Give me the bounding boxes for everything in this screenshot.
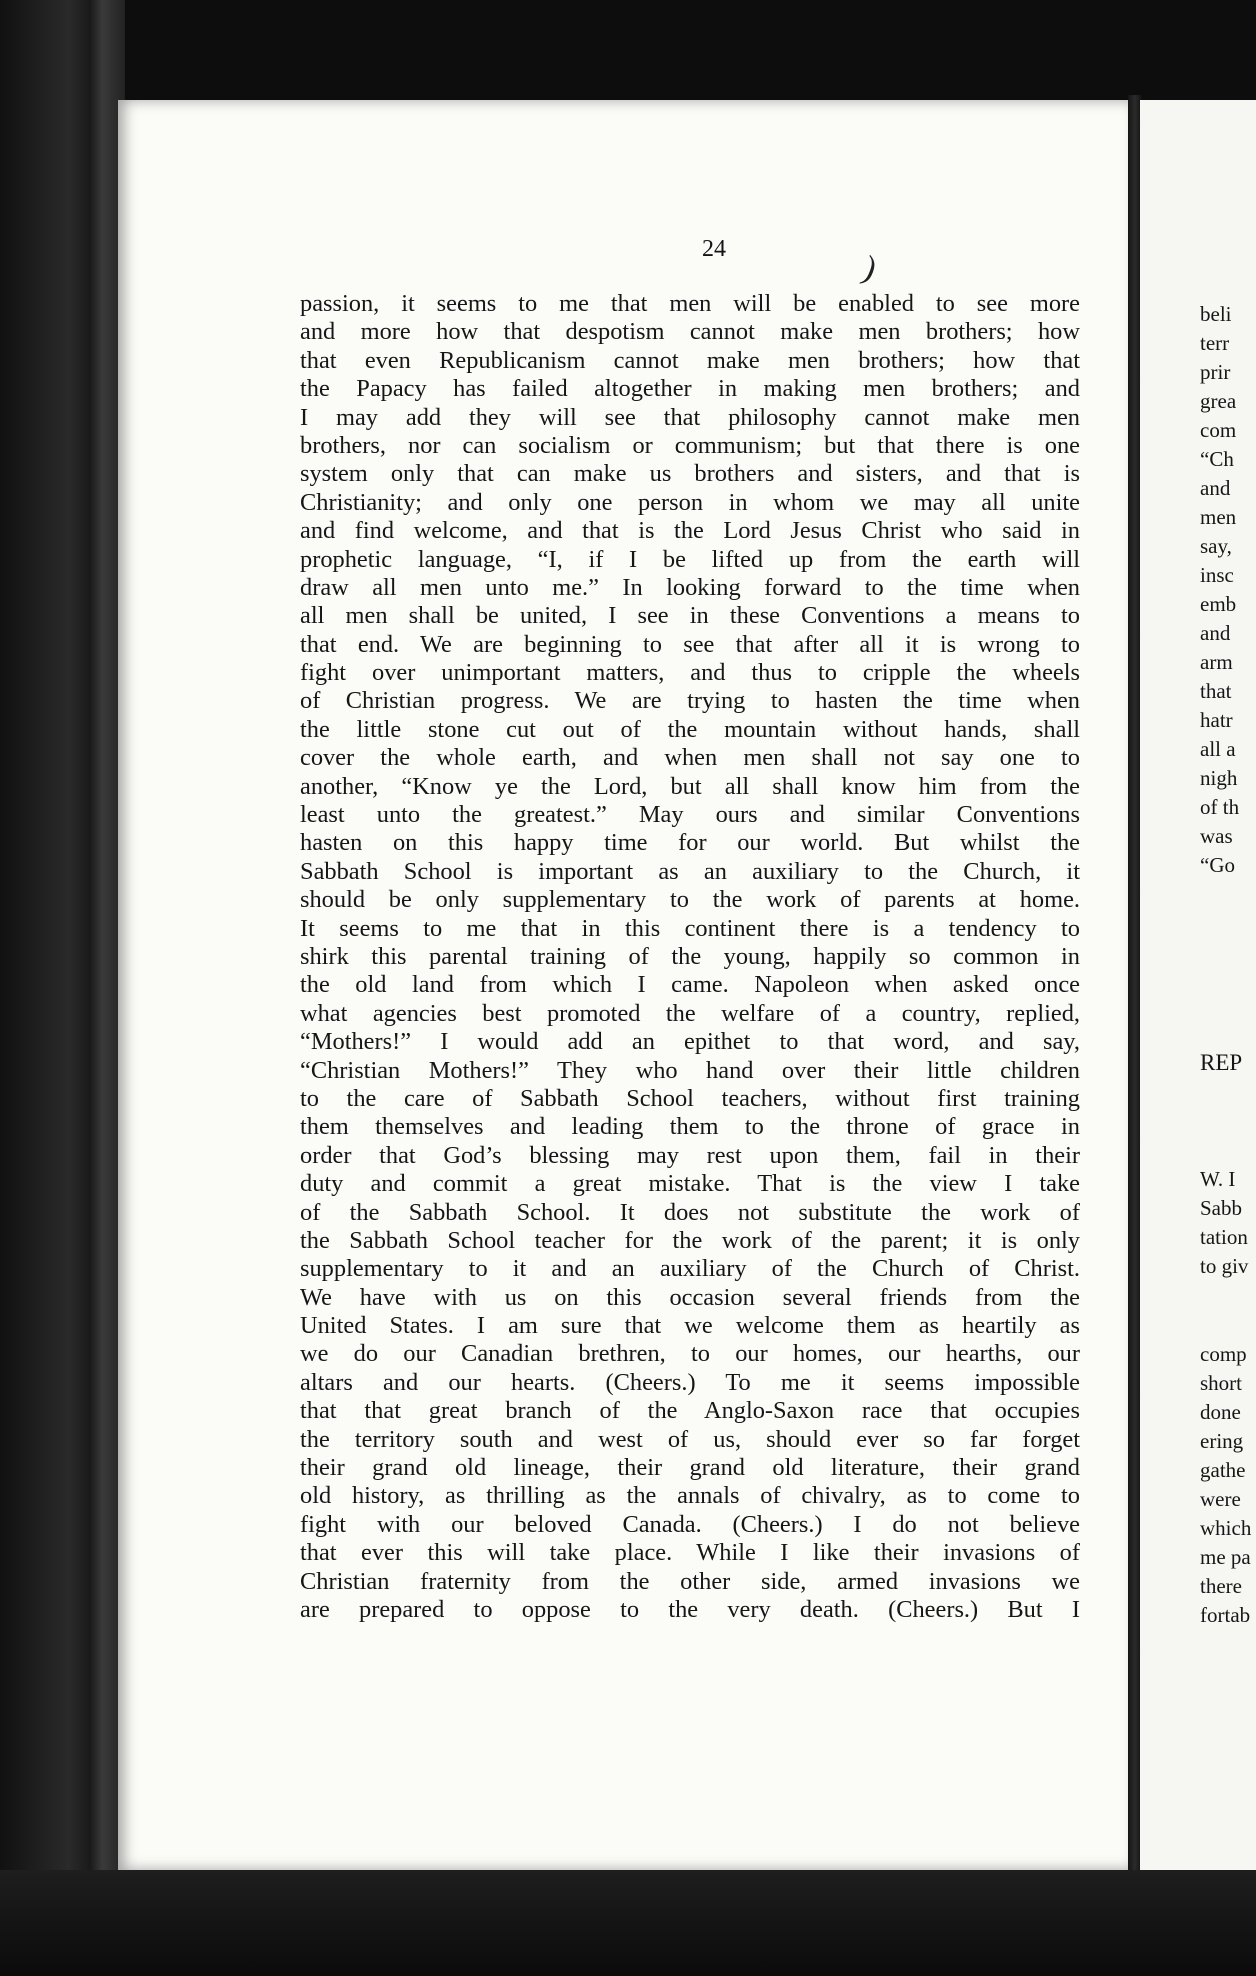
text-line: supplementary to it and an auxiliary of the Church of Christ. xyxy=(300,1255,1080,1283)
text-line: hasten on this happy time for our world. But whilst the xyxy=(300,829,1080,857)
facing-page-fragment: to giv xyxy=(1200,1254,1249,1278)
text-line: cover the whole earth, and when men shall not say one to xyxy=(300,744,1080,772)
text-line: I may add they will see that philosophy cannot make men xyxy=(300,403,1080,431)
facing-page-heading xyxy=(1200,1048,1256,1077)
facing-page-fragment: were xyxy=(1200,1487,1241,1511)
text-line: and find welcome, and that is the Lord Jesus Christ who said in xyxy=(300,517,1080,545)
text-line: “Mothers!” I would add an epithet to that word, and say, xyxy=(300,1028,1080,1056)
facing-page-fragment: terr xyxy=(1200,331,1230,355)
text-line: that even Republicanism cannot make men brothers; how that xyxy=(300,346,1080,374)
facing-page-text-middle xyxy=(1200,1165,1256,1281)
text-line: old history, as thrilling as the annals of chivalry, as to come to xyxy=(300,1482,1080,1510)
facing-page-fragment: and xyxy=(1200,621,1231,645)
facing-page-fragment: ering xyxy=(1200,1429,1244,1453)
text-line: are prepared to oppose to the very death. (Cheers.) But I xyxy=(300,1595,1080,1623)
text-line: the Sabbath School teacher for the work of the parent; it is only xyxy=(300,1226,1080,1254)
facing-page-fragment: hatr xyxy=(1200,708,1233,732)
text-line: what agencies best promoted the welfare of a country, replied, xyxy=(300,999,1080,1027)
text-line: the little stone cut out of the mountain without hands, shall xyxy=(300,715,1080,743)
facing-page-fragment: done xyxy=(1200,1400,1241,1424)
text-line: that that great branch of the Anglo-Saxon race that occupies xyxy=(300,1397,1080,1425)
text-line: We have with us on this occasion several friends from the xyxy=(300,1283,1080,1311)
text-line: shirk this parental training of the young, happily so common in xyxy=(300,942,1080,970)
text-line: It seems to me that in this continent there is a tendency to xyxy=(300,914,1080,942)
facing-page-fragment: W. I xyxy=(1200,1167,1236,1191)
text-line: Sabbath School is important as an auxiliary to the Church, it xyxy=(300,857,1080,885)
facing-page-fragment: beli xyxy=(1200,302,1232,326)
facing-page-fragment: “Go xyxy=(1200,853,1235,877)
facing-page-fragment: and xyxy=(1200,476,1231,500)
text-line: order that God’s blessing may rest upon them, fail in their xyxy=(300,1141,1080,1169)
facing-page-fragment: Sabb xyxy=(1200,1196,1242,1220)
text-line: Christian fraternity from the other side, armed invasions we xyxy=(300,1567,1080,1595)
text-line: altars and our hearts. (Cheers.) To me it seems impossible xyxy=(300,1368,1080,1396)
text-line: and more how that despotism cannot make men brothers; how xyxy=(300,318,1080,346)
facing-page-fragment: of th xyxy=(1200,795,1240,819)
text-line: prophetic language, “I, if I be lifted up from the earth will xyxy=(300,545,1080,573)
text-line: that end. We are beginning to see that after all it is wrong to xyxy=(300,630,1080,658)
facing-page-fragment: fortab xyxy=(1200,1603,1251,1627)
page-number: 24 xyxy=(702,236,726,262)
facing-page-fragment: com xyxy=(1200,418,1237,442)
text-line: passion, it seems to me that men will be enabled to see more xyxy=(300,290,1080,317)
text-line: their grand old lineage, their grand old literature, their grand xyxy=(300,1454,1080,1482)
text-line: them themselves and leading them to the throne of grace in xyxy=(300,1113,1080,1141)
text-line: system only that can make us brothers and sisters, and that is xyxy=(300,460,1080,488)
text-line: fight over unimportant matters, and thus to cripple the wheels xyxy=(300,659,1080,687)
facing-page-fragment: was xyxy=(1200,824,1233,848)
facing-page-fragment: arm xyxy=(1200,650,1233,674)
text-line: all men shall be united, I see in these Conventions a means to xyxy=(300,602,1080,630)
pen-mark: ) xyxy=(858,249,882,288)
text-line: should be only supplementary to the work of parents at home. xyxy=(300,886,1080,914)
bottom-edge xyxy=(0,1870,1256,1976)
facing-page-text-bottom xyxy=(1200,1340,1256,1630)
text-line: of Christian progress. We are trying to hasten the time when xyxy=(300,687,1080,715)
text-line: fight with our beloved Canada. (Cheers.) I do not believe xyxy=(300,1510,1080,1538)
text-line: “Christian Mothers!” They who hand over their little children xyxy=(300,1056,1080,1084)
book-binding-left xyxy=(0,0,125,1976)
facing-page-fragment: grea xyxy=(1200,389,1237,413)
facing-page-fragment: “Ch xyxy=(1200,447,1234,471)
facing-heading-fragment: REP xyxy=(1200,1050,1243,1075)
text-line: duty and commit a great mistake. That is the view I take xyxy=(300,1170,1080,1198)
facing-page-text-top xyxy=(1200,300,1256,880)
facing-page-fragment: there xyxy=(1200,1574,1242,1598)
text-line: United States. I am sure that we welcome them as heartily as xyxy=(300,1312,1080,1340)
text-line: that ever this will take place. While I like their invasions of xyxy=(300,1539,1080,1567)
facing-page-fragment: that xyxy=(1200,679,1232,703)
text-line: brothers, nor can socialism or communism; but that there is one xyxy=(300,431,1080,459)
text-line: another, “Know ye the Lord, but all shall know him from the xyxy=(300,772,1080,800)
facing-page-fragment: prir xyxy=(1200,360,1231,384)
text-line: Christianity; and only one person in whom we may all unite xyxy=(300,488,1080,516)
facing-page-fragment: insc xyxy=(1200,563,1234,587)
text-line: the territory south and west of us, should ever so far forget xyxy=(300,1425,1080,1453)
facing-page-fragment: gathe xyxy=(1200,1458,1246,1482)
facing-page-fragment: emb xyxy=(1200,592,1237,616)
facing-page-fragment: short xyxy=(1200,1371,1242,1395)
facing-page-fragment: nigh xyxy=(1200,766,1238,790)
facing-page-fragment: tation xyxy=(1200,1225,1248,1249)
text-line: the old land from which I came. Napoleon when asked once xyxy=(300,971,1080,999)
facing-page-fragment: which xyxy=(1200,1516,1252,1540)
facing-page-fragment: say, xyxy=(1200,534,1232,558)
facing-page-fragment: all a xyxy=(1200,737,1236,761)
text-line: least unto the greatest.” May ours and similar Conventions xyxy=(300,801,1080,829)
facing-page-fragment: comp xyxy=(1200,1342,1247,1366)
text-line: draw all men unto me.” In looking forward to the time when xyxy=(300,573,1080,601)
text-line: we do our Canadian brethren, to our homes, our hearths, our xyxy=(300,1340,1080,1368)
facing-page-fragment: me pa xyxy=(1200,1545,1251,1569)
text-line: the Papacy has failed altogether in making men brothers; and xyxy=(300,375,1080,403)
text-line: to the care of Sabbath School teachers, without first training xyxy=(300,1084,1080,1112)
body-text xyxy=(300,290,1080,1624)
text-line: of the Sabbath School. It does not substitute the work of xyxy=(300,1198,1080,1226)
facing-page-fragment: men xyxy=(1200,505,1237,529)
